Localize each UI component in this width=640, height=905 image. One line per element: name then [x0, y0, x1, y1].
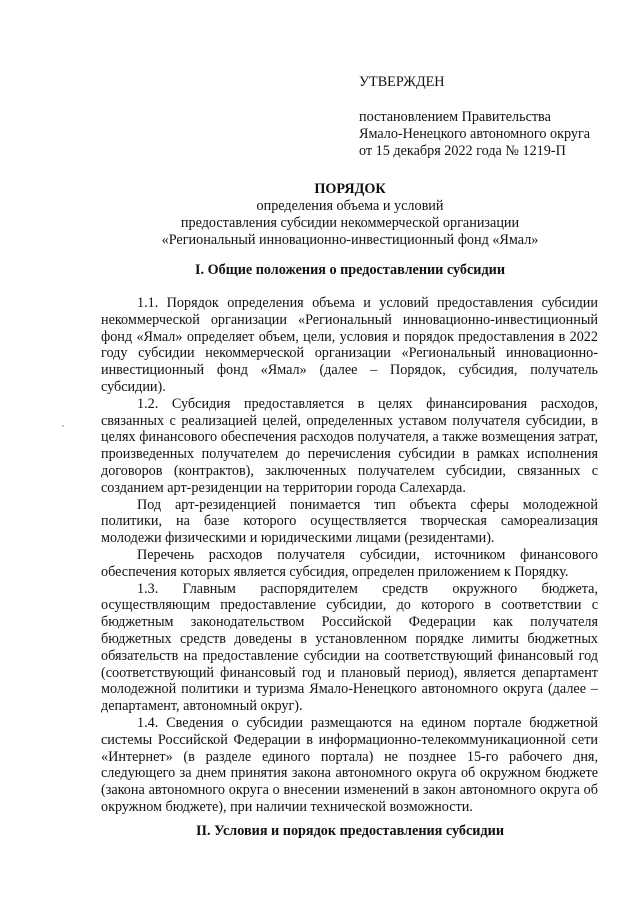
paragraph-expenses-list: Перечень расходов получателя субсидии, источником финансового обеспечения которых является субсидия, определен приложением к Порядку.	[101, 546, 598, 580]
paragraph-1-2: 1.2. Субсидия предоставляется в целях финансирования расходов, связанных с реализацией целей, определенных уставом получателя субсидии, в целях финансового обеспечения расходов получателя, а также возмещения затрат, произведенных получателем до перечисления субсидии в рамках исполнения договоров (контрактов), заключенных получателем субсидии, связанных с созданием арт-резиденции на территории города Салехарда.	[101, 395, 598, 496]
approval-line-3: от 15 декабря 2022 года № 1219-П	[359, 143, 566, 159]
approval-line-1: постановлением Правительства	[359, 109, 551, 125]
approval-line-2: Ямало-Ненецкого автономного округа	[359, 126, 591, 142]
paragraph-art-residence: Под арт-резиденцией понимается тип объекта сферы молодежной политики, на базе которого осуществляется творческая самореализация молодежи физическими и юридическими лицами (резидентами).	[101, 496, 598, 547]
paragraph-1-3: 1.3. Главным распорядителем средств окружного бюджета, осуществляющим предоставление субсидии, до которого в соответствии с бюджетным законодательством Российской Федерации как получателя бюджетных средств доведены в установленном порядке лимиты бюджетных обязательств на предоставление субсидии на соответствующий финансовый год (соответствующий финансовый год и плановый период), является департамент молодежной политики и туризма Ямало-Ненецкого автономного округа (далее – департамент, автономный округ).	[101, 580, 598, 715]
paragraph-1-1: 1.1. Порядок определения объема и условий предоставления субсидии некоммерческой организации «Региональный инновационно-инвестиционный фонд «Ямал» определяет объем, цели, условия и порядок предоставления в 2022 году субсидии некоммерческой организации «Региональный инновационно-инвестиционный фонд «Ямал» (далее – Порядок, субсидия, получатель субсидии).	[101, 295, 598, 395]
document-title: ПОРЯДОК	[314, 181, 386, 197]
heading-line-3: «Региональный инновационно-инвестиционный фонд «Ямал»	[161, 232, 539, 248]
approval-stamp: УТВЕРЖДЕН	[359, 74, 445, 90]
heading-line-2: предоставления субсидии некоммерческой организации	[180, 215, 520, 231]
section-1-body	[101, 295, 598, 816]
heading-line-1: определения объема и условий	[256, 198, 444, 214]
paragraph-1-4: 1.4. Сведения о субсидии размещаются на едином портале бюджетной системы Российской Федерации в информационно-телекоммуникационной сети «Интернет» (в разделе единого портала) не позднее 15-го рабочего дня, следующего за днем принятия закона автономного округа об окружном бюджете (закона автономного округа о внесении изменений в закон автономного округа об окружном бюджете), при наличии технической возможности.	[101, 714, 598, 815]
document-heading	[60, 181, 640, 249]
approval-block	[359, 74, 619, 160]
scan-speck	[62, 425, 64, 427]
section-1-title: I. Общие положения о предоставлении субсидии	[194, 262, 506, 278]
section-2-title: II. Условия и порядок предоставления субсидии	[195, 823, 504, 839]
